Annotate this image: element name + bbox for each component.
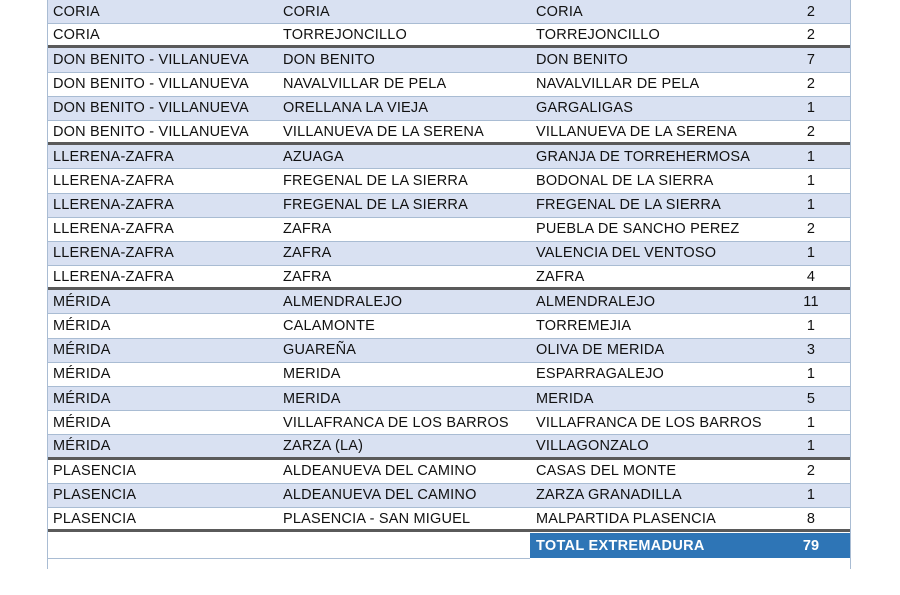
locality-cell: ALMENDRALEJO — [536, 293, 656, 310]
count-cell: 2 — [806, 123, 816, 140]
zone-cell: ALDEANUEVA DEL CAMINO — [283, 463, 477, 480]
total-value: 79 — [802, 537, 820, 554]
zone-cell: PLASENCIA - SAN MIGUEL — [283, 510, 471, 527]
locality-cell: CORIA — [536, 3, 583, 20]
table-row — [47, 97, 851, 121]
zone-cell: VILLANUEVA DE LA SERENA — [283, 123, 484, 140]
count-cell: 1 — [806, 487, 816, 504]
locality-cell: OLIVA DE MERIDA — [536, 342, 665, 359]
count-cell: 5 — [806, 390, 816, 407]
total-row — [47, 532, 851, 559]
area-cell: MÉRIDA — [53, 342, 111, 359]
locality-cell: ZAFRA — [536, 268, 585, 285]
count-cell: 4 — [806, 268, 816, 285]
table-row — [47, 290, 851, 314]
zone-cell: AZUAGA — [283, 148, 344, 165]
area-cell: CORIA — [53, 3, 100, 20]
area-cell: LLERENA-ZAFRA — [53, 172, 175, 189]
zone-cell: VILLAFRANCA DE LOS BARROS — [283, 414, 509, 431]
count-cell: 1 — [806, 437, 816, 454]
area-cell: PLASENCIA — [53, 463, 137, 480]
table-row — [47, 145, 851, 169]
zone-cell: CALAMONTE — [283, 318, 376, 335]
table-row — [47, 24, 851, 48]
area-cell: DON BENITO - VILLANUEVA — [53, 100, 249, 117]
count-cell: 2 — [806, 3, 816, 20]
count-cell: 7 — [806, 51, 816, 68]
table-row — [47, 242, 851, 266]
zone-cell: MERIDA — [283, 390, 341, 407]
count-cell: 2 — [806, 463, 816, 480]
area-cell: MÉRIDA — [53, 390, 111, 407]
table-row — [47, 484, 851, 508]
zone-cell: ALDEANUEVA DEL CAMINO — [283, 487, 477, 504]
table-row — [47, 266, 851, 290]
count-cell: 2 — [806, 26, 816, 43]
area-cell: LLERENA-ZAFRA — [53, 221, 175, 238]
locality-cell: VILLAGONZALO — [536, 437, 649, 454]
table-row — [47, 339, 851, 363]
locality-cell: GRANJA DE TORREHERMOSA — [536, 148, 751, 165]
total-row-empty-cells — [47, 532, 530, 559]
table-row — [47, 411, 851, 435]
locality-cell: ZARZA GRANADILLA — [536, 487, 682, 504]
area-cell: PLASENCIA — [53, 487, 137, 504]
locality-cell: VILLANUEVA DE LA SERENA — [536, 123, 737, 140]
locality-cell: CASAS DEL MONTE — [536, 463, 677, 480]
count-cell: 1 — [806, 148, 816, 165]
locality-cell: TORREJONCILLO — [536, 26, 660, 43]
table-row — [47, 48, 851, 72]
total-cell — [530, 533, 851, 558]
table-row — [47, 0, 851, 24]
zone-cell: NAVALVILLAR DE PELA — [283, 76, 447, 93]
table-row — [47, 363, 851, 387]
table-row — [47, 508, 851, 532]
count-cell: 1 — [806, 366, 816, 383]
zone-cell: ZAFRA — [283, 221, 332, 238]
area-cell: CORIA — [53, 26, 100, 43]
zone-cell: ZARZA (LA) — [283, 437, 364, 454]
table-row — [47, 314, 851, 338]
total-label: TOTAL EXTREMADURA — [536, 537, 705, 554]
locality-cell: TORREMEJIA — [536, 318, 632, 335]
locality-cell: NAVALVILLAR DE PELA — [536, 76, 700, 93]
zone-cell: FREGENAL DE LA SIERRA — [283, 197, 468, 214]
area-cell: MÉRIDA — [53, 318, 111, 335]
area-cell: LLERENA-ZAFRA — [53, 245, 175, 262]
locality-cell: VILLAFRANCA DE LOS BARROS — [536, 414, 762, 431]
area-cell: MÉRIDA — [53, 437, 111, 454]
data-table — [47, 0, 851, 559]
area-cell: MÉRIDA — [53, 414, 111, 431]
count-cell: 2 — [806, 76, 816, 93]
zone-cell: ALMENDRALEJO — [283, 293, 403, 310]
area-cell: PLASENCIA — [53, 510, 137, 527]
locality-cell: VALENCIA DEL VENTOSO — [536, 245, 717, 262]
locality-cell: PUEBLA DE SANCHO PEREZ — [536, 221, 740, 238]
zone-cell: ZAFRA — [283, 268, 332, 285]
locality-cell: GARGALIGAS — [536, 100, 634, 117]
count-cell: 1 — [806, 318, 816, 335]
table-row — [47, 435, 851, 459]
locality-cell: ESPARRAGALEJO — [536, 366, 665, 383]
zone-cell: DON BENITO — [283, 51, 375, 68]
area-cell: DON BENITO - VILLANUEVA — [53, 123, 249, 140]
zone-cell: MERIDA — [283, 366, 341, 383]
locality-cell: MALPARTIDA PLASENCIA — [536, 510, 716, 527]
locality-cell: DON BENITO — [536, 51, 628, 68]
zone-cell: TORREJONCILLO — [283, 26, 407, 43]
count-cell: 1 — [806, 197, 816, 214]
zone-cell: CORIA — [283, 3, 330, 20]
area-cell: MÉRIDA — [53, 293, 111, 310]
table-row — [47, 169, 851, 193]
area-cell: MÉRIDA — [53, 366, 111, 383]
count-cell: 3 — [806, 342, 816, 359]
table-row — [47, 194, 851, 218]
table-row — [47, 460, 851, 484]
locality-cell: MERIDA — [536, 390, 594, 407]
zone-cell: ZAFRA — [283, 245, 332, 262]
table-row — [47, 121, 851, 145]
zone-cell: ORELLANA LA VIEJA — [283, 100, 429, 117]
count-cell: 1 — [806, 172, 816, 189]
count-cell: 2 — [806, 221, 816, 238]
area-cell: DON BENITO - VILLANUEVA — [53, 76, 249, 93]
zone-cell: FREGENAL DE LA SIERRA — [283, 172, 468, 189]
count-cell: 11 — [803, 293, 819, 310]
area-cell: LLERENA-ZAFRA — [53, 197, 175, 214]
table-row — [47, 218, 851, 242]
table-row — [47, 73, 851, 97]
area-cell: LLERENA-ZAFRA — [53, 148, 175, 165]
zone-cell: GUAREÑA — [283, 342, 357, 359]
locality-cell: BODONAL DE LA SIERRA — [536, 172, 714, 189]
count-cell: 1 — [806, 414, 816, 431]
area-cell: LLERENA-ZAFRA — [53, 268, 175, 285]
locality-cell: FREGENAL DE LA SIERRA — [536, 197, 721, 214]
table-row — [47, 387, 851, 411]
area-cell: DON BENITO - VILLANUEVA — [53, 51, 249, 68]
count-cell: 1 — [806, 245, 816, 262]
count-cell: 8 — [806, 510, 816, 527]
table-body — [47, 0, 851, 532]
count-cell: 1 — [806, 100, 816, 117]
